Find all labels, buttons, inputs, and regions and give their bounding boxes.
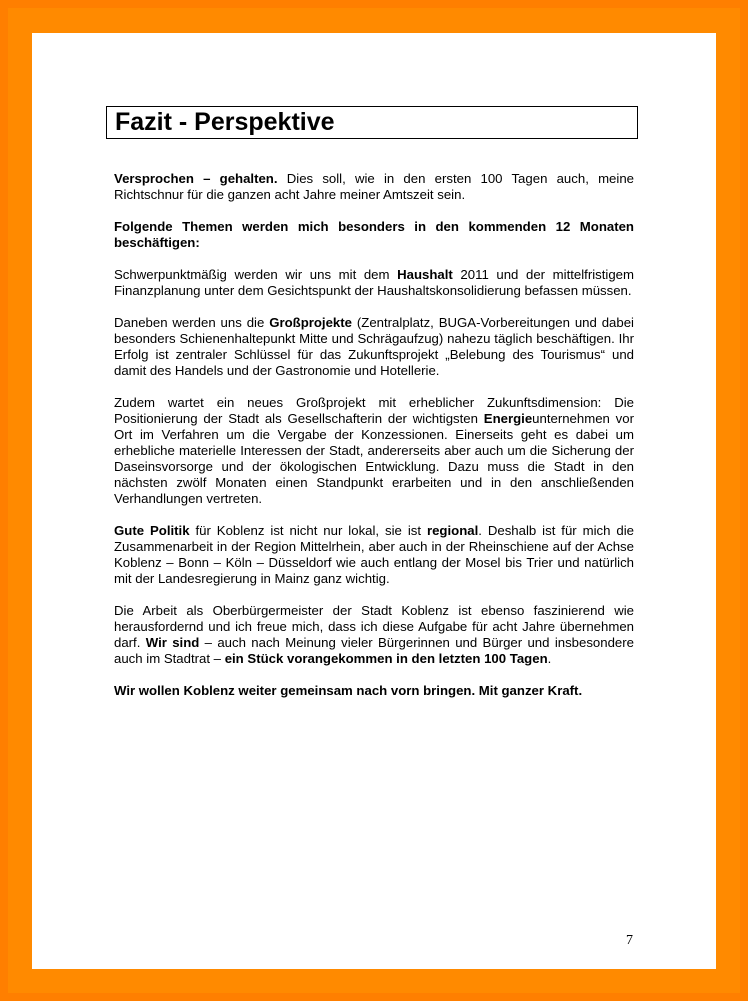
bold-keyword: regional xyxy=(426,523,479,538)
paragraph-text: (Zentralplatz, BUGA-Vorbereitungen und dabei besonders Schienenhaltepunkt Mitte und Schrägaufzug) nahezu täglich beschäftigen. Ihr Erfolg ist zentraler Schlüssel für das Zukunftsprojekt „Belebung des Tourismus“ und damit des Handels und der Gastronomie und Hotellerie. xyxy=(114,315,634,378)
paragraph-text: für Koblenz ist nicht nur lokal, sie ist xyxy=(189,523,427,538)
paragraph-text: Dies soll, wie in den ersten 100 Tagen auch, meine Richtschnur für die ganzen acht Jahre meiner Amtszeit sein. xyxy=(114,171,634,202)
bold-keyword: Großprojekte xyxy=(269,315,352,330)
document-body xyxy=(114,171,634,715)
bold-heading: Folgende Themen werden mich besonders in den kommenden 12 Monaten beschäftigen: xyxy=(114,219,634,250)
paragraph-text: . xyxy=(547,651,552,666)
paragraph-text: Zudem wartet ein neues Großprojekt mit erheblicher Zukunftsdimension: Die Positionierung der Stadt als Gesellschafterin der wichtigsten xyxy=(114,395,634,426)
paragraph-text: Die Arbeit als Oberbürgermeister der Stadt Koblenz ist ebenso faszinierend wie herausfordernd und ich freue mich, dass ich diese Aufgabe für acht Jahre übernehmen darf. xyxy=(114,603,634,650)
paragraph-promise xyxy=(114,171,634,203)
paragraph-topics-heading xyxy=(114,219,634,251)
paragraph-text: – auch nach Meinung vieler Bürgerinnen und Bürger und insbesondere auch im Stadtrat – xyxy=(114,635,634,666)
paragraph-text: Daneben werden uns die xyxy=(114,315,270,330)
paragraph-text: unternehmen vor Ort im Verfahren um die Vergabe der Konzessionen. Einerseits geht es dabei um erhebliche materielle Interessen der Stadt, andererseits aber auch um die Sicherung der Daseinsvorsorge und der ökologischen Entwicklung. Dazu muss die Stadt in den nächsten zwölf Monaten einen Standpunkt erarbeiten und in den anschließenden Verhandlungen vertreten. xyxy=(114,411,634,506)
bold-keyword: Wir sind xyxy=(145,635,200,650)
bold-lead: Versprochen – gehalten. xyxy=(114,171,278,186)
bold-keyword: Energie xyxy=(483,411,533,426)
paragraph-text: . Deshalb ist für mich die Zusammenarbeit in der Region Mittelrhein, aber auch in der Rheinschiene auf der Achse Koblenz – Bonn – Köln – Düsseldorf wie auch entlang der Mosel bis Trier und natürlich mit der Landesregierung in Mainz ganz wichtig. xyxy=(114,523,634,586)
bold-closing: Wir wollen Koblenz weiter gemeinsam nach vorn bringen. Mit ganzer Kraft. xyxy=(114,683,583,698)
title-box xyxy=(106,106,638,139)
paragraph-regional-politics xyxy=(114,523,634,587)
paragraph-major-projects xyxy=(114,315,634,379)
document-page xyxy=(32,33,716,969)
paragraph-closing xyxy=(114,683,634,699)
paragraph-mayor-work xyxy=(114,603,634,667)
bold-lead: Gute Politik xyxy=(114,523,190,538)
paragraph-energy xyxy=(114,395,634,507)
page-number: 7 xyxy=(626,933,633,948)
paragraph-text: 2011 und der mittelfristigem Finanzplanung unter dem Gesichtspunkt der Haushaltskonsolidierung befassen müssen. xyxy=(114,267,634,298)
paragraph-text: Schwerpunktmäßig werden wir uns mit dem xyxy=(114,267,398,282)
paragraph-budget xyxy=(114,267,634,299)
page-title: Fazit - Perspektive xyxy=(115,108,335,136)
bold-keyword: Haushalt xyxy=(397,267,453,282)
bold-keyword: ein Stück vorangekommen in den letzten 100 Tagen xyxy=(224,651,548,666)
